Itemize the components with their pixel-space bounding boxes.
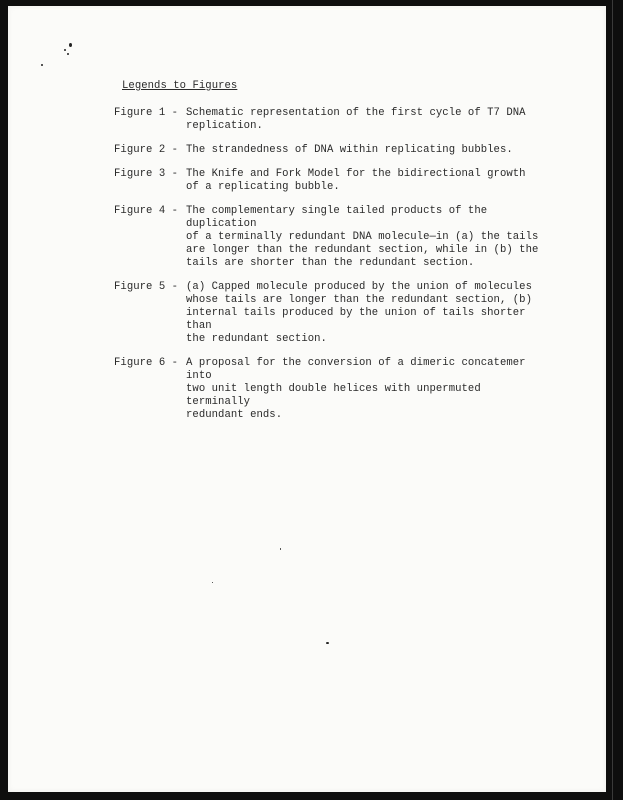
figure-description: (a) Capped molecule produced by the union of molecules whose tails are longer than the redundant section, (b) internal tails produced by the union of tails shorter than the redundant section. <box>186 281 532 345</box>
page-edge-divider <box>612 0 613 800</box>
paper-speck <box>280 548 281 550</box>
paper-speck <box>69 43 72 47</box>
legends-heading: Legends to Figures <box>122 80 238 92</box>
figure-label: Figure 3 - <box>114 168 179 180</box>
figure-label: Figure 6 - <box>114 357 179 369</box>
figure-legend-1 <box>114 107 544 133</box>
paper-speck <box>326 642 329 644</box>
figure-description: Schematic representation of the first cycle of T7 DNA replication. <box>186 107 526 132</box>
figure-description: The strandedness of DNA within replicating bubbles. <box>186 144 513 156</box>
legends-content <box>114 80 544 433</box>
figure-legend-5 <box>114 281 544 346</box>
figure-legend-2 <box>114 144 544 157</box>
figure-legend-3 <box>114 168 544 194</box>
figure-legend-6 <box>114 357 544 422</box>
figure-label: Figure 1 - <box>114 107 179 119</box>
paper-speck <box>64 49 66 51</box>
figure-description: A proposal for the conversion of a dimeric concatemer into two unit length double helices with unpermuted terminally redundant ends. <box>186 357 526 421</box>
figure-description: The Knife and Fork Model for the bidirectional growth of a replicating bubble. <box>186 168 526 193</box>
figure-description: The complementary single tailed products of the duplication of a terminally redundant DNA molecule—in (a) the tails are longer than the redundant section, while in (b) the tails are shorter than the redundant section. <box>186 205 539 269</box>
figure-label: Figure 2 - <box>114 144 179 156</box>
paper-speck <box>212 582 213 583</box>
figure-label: Figure 5 - <box>114 281 179 293</box>
figure-legend-4 <box>114 205 544 270</box>
paper-speck <box>67 53 69 55</box>
paper-speck <box>41 64 43 66</box>
figure-label: Figure 4 - <box>114 205 179 217</box>
